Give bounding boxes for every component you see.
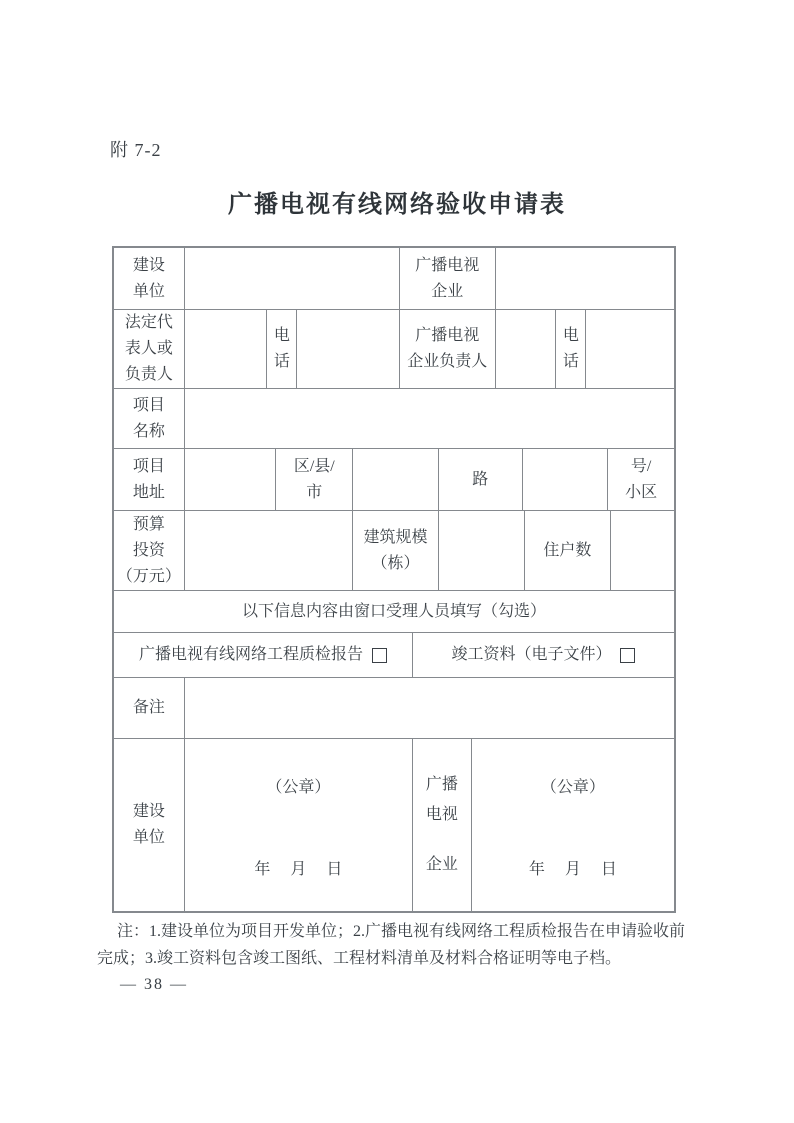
number-label: 号/ 小区: [625, 457, 658, 501]
row-remark: [114, 678, 674, 739]
sign-rtv-label: 广播 电视 企业: [413, 739, 472, 911]
address-number-field[interactable]: [523, 449, 609, 510]
budget-label: 预算 投资 （万元）: [114, 511, 185, 590]
row-section-header: [114, 591, 674, 633]
address-district-field[interactable]: [185, 449, 277, 510]
row-checklist: [114, 633, 674, 678]
construction-unit-label: 建设 单位: [114, 248, 185, 309]
building-scale-field[interactable]: [439, 511, 525, 590]
row-construction-unit: [114, 248, 674, 310]
footer-note-line: 完成；3.竣工资料包含竣工图纸、工程材料清单及材料合格证明等电子档。: [97, 950, 622, 967]
section-header: 以下信息内容由窗口受理人员填写（勾选）: [241, 602, 546, 620]
phone2-field[interactable]: [586, 310, 674, 388]
date-label: 年 月 日: [254, 861, 343, 878]
legal-rep-field[interactable]: [185, 310, 268, 388]
footer-note-line: 注：1.建设单位为项目开发单位；2.广播电视有线网络工程质检报告在申请验收前: [117, 923, 686, 940]
construction-unit-field[interactable]: [185, 248, 400, 309]
project-name-field[interactable]: [185, 389, 674, 448]
households-field[interactable]: [611, 511, 674, 590]
row-legal-rep: [114, 310, 674, 389]
remark-field[interactable]: [185, 678, 674, 738]
quality-report-item: 广播电视有线网络工程质检报告: [114, 633, 413, 677]
date-label: 年 月 日: [528, 861, 617, 878]
row-project-name: [114, 389, 674, 449]
sign-unit-label: 建设 单位: [114, 739, 185, 911]
road-label: 路: [439, 449, 523, 510]
page-title: 广播电视有线网络验收申请表: [228, 192, 566, 218]
budget-field[interactable]: [185, 511, 353, 590]
row-project-address: [114, 449, 674, 511]
project-address-label: 项目 地址: [114, 449, 185, 510]
seal-label: （公章）: [540, 779, 605, 796]
remark-label: 备注: [114, 678, 185, 738]
phone-label: 电 话: [267, 310, 297, 388]
rtv-responsible-label: 广播电视 企业负责人: [400, 310, 496, 388]
completion-data-item: 竣工资料（电子文件）: [413, 633, 674, 677]
row-budget: [114, 511, 674, 591]
rtv-seal-area[interactable]: [472, 739, 674, 911]
unit-seal-area[interactable]: [185, 739, 413, 911]
address-road-field[interactable]: [353, 449, 439, 510]
page-number: — 38 —: [120, 976, 188, 993]
attachment-label: 附 7-2: [110, 140, 162, 160]
seal-label: （公章）: [266, 779, 331, 796]
project-name-label: 项目 名称: [114, 389, 185, 448]
building-scale-label: 建筑规模 （栋）: [353, 511, 439, 590]
legal-rep-label: 法定代 表人或 负责人: [114, 310, 185, 388]
checkbox-icon[interactable]: [372, 648, 387, 663]
rtv-responsible-field[interactable]: [496, 310, 557, 388]
form-table: [112, 246, 676, 913]
row-signature: [114, 739, 674, 911]
district-label: 区/县/ 市: [276, 449, 353, 510]
rtv-enterprise-field[interactable]: [496, 248, 674, 309]
phone-field[interactable]: [297, 310, 400, 388]
checkbox-icon[interactable]: [620, 648, 635, 663]
phone2-label: 电 话: [556, 310, 586, 388]
rtv-enterprise-label: 广播电视 企业: [400, 248, 496, 309]
households-label: 住户数: [525, 511, 612, 590]
footer-note: [97, 918, 703, 972]
